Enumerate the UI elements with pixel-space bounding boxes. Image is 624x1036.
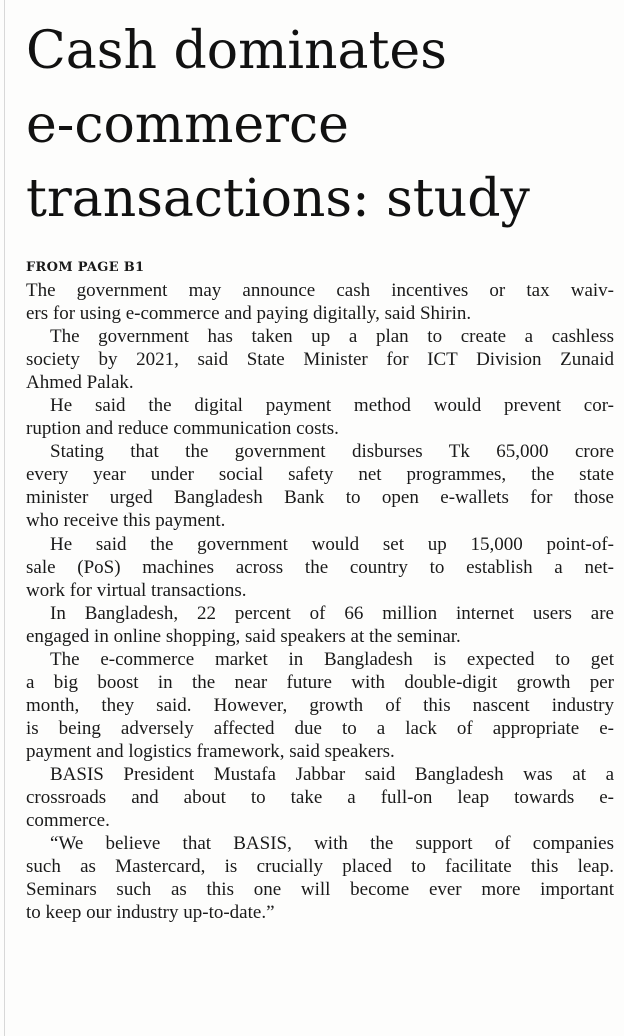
body-line: He said the digital payment method would prevent cor- [50,395,614,417]
body-line: is being adversely affected due to a lack of appropriate e- [26,717,614,739]
body-line: BASIS President Mustafa Jabbar said Bangladesh was at a [50,763,614,785]
body-line: engaged in online shopping, said speakers at the seminar. [26,625,461,647]
headline [26,14,616,236]
body-line: ruption and reduce communication costs. [26,418,339,440]
column-rule [4,0,5,1036]
headline-line: Cash dominates [26,21,447,81]
body-line: “We believe that BASIS, with the support of companies [50,833,614,855]
body-line: ers for using e-commerce and paying digitally, said Shirin. [26,303,472,325]
body-line: The government has taken up a plan to create a cashless [50,326,614,348]
body-line: a big boost in the near future with double-digit growth per [26,671,614,693]
body-line: Seminars such as this one will become ever more important [26,879,614,901]
body-line: The government may announce cash incentives or tax waiv- [26,280,614,301]
body-line: minister urged Bangladesh Bank to open e-wallets for those [26,487,614,509]
body-line: month, they said. However, growth of this nascent industry [26,694,614,716]
body-line: Ahmed Palak. [26,372,134,394]
article-body [26,279,614,924]
headline-line: transactions: study [26,169,530,229]
body-line: who receive this payment. [26,510,226,532]
body-line: sale (PoS) machines across the country to establish a net- [26,556,614,578]
body-line: Stating that the government disburses Tk 65,000 crore [50,441,614,463]
body-line: In Bangladesh, 22 percent of 66 million internet users are [50,602,614,624]
body-line: The e-commerce market in Bangladesh is expected to get [50,648,614,670]
headline-line: e-commerce [26,95,349,155]
body-line: every year under social safety net programmes, the state [26,464,614,486]
body-line: He said the government would set up 15,000 point-of- [50,533,614,555]
continuation-label: FROM PAGE B1 [26,260,145,275]
body-line: to keep our industry up-to-date.” [26,902,275,924]
body-line: work for virtual transactions. [26,579,247,601]
body-line: crossroads and about to take a full-on leap towards e- [26,787,614,809]
body-line: such as Mastercard, is crucially placed to facilitate this leap. [26,856,614,878]
body-line: commerce. [26,810,110,832]
body-line: payment and logistics framework, said speakers. [26,740,395,762]
body-line: society by 2021, said State Minister for ICT Division Zunaid [26,349,614,371]
